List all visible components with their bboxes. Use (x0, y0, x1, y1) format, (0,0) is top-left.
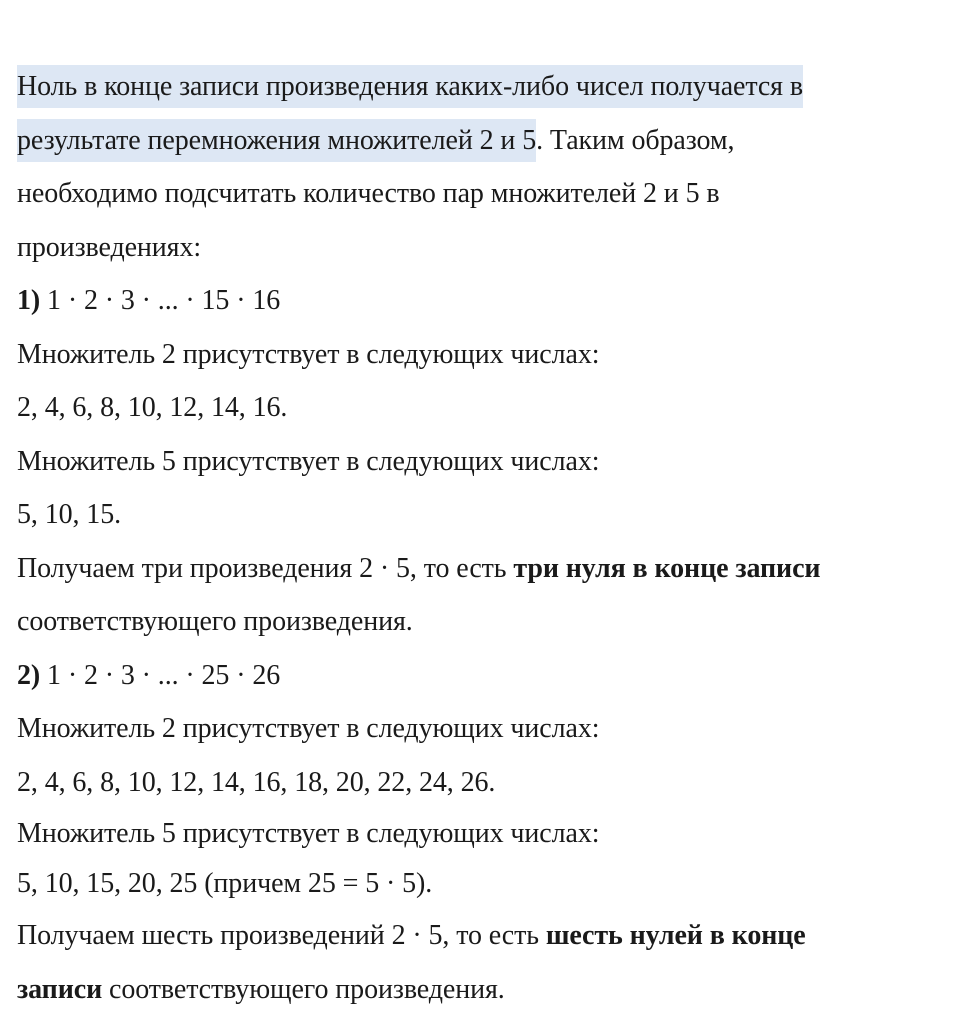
part1-result (17, 542, 947, 596)
part1-result-bold: три нуля в конце записи (513, 552, 821, 584)
part2-number: 2) (17, 659, 41, 691)
part1-result-suffix: соответствующего произведения. (17, 606, 413, 637)
part2-factor2-list: 2, 4, 6, 8, 10, 12, 14, 16, 18, 20, 22, 24, 26. (17, 766, 496, 798)
part2-result-suffix: соответствующего произведения. (102, 973, 505, 1005)
intro-line-4: произведениях: (17, 231, 202, 263)
intro-line-1 (17, 60, 947, 114)
part2-expression: 1 · 2 · 3 · ... · 25 · 26 (40, 659, 281, 691)
part1-factor2-text: Множитель 2 присутствует в следующих числах: (17, 338, 600, 370)
intro-line-3: необходимо подсчитать количество пар множителей 2 и 5 в (17, 178, 720, 209)
part1-number: 1) (17, 285, 41, 316)
part2-result-bold-1: шесть нулей в конце (545, 920, 806, 951)
intro-text: . Таким образом, (536, 124, 735, 156)
selected-text-highlight[interactable]: результате перемножения множителей 2 и 5 (17, 119, 536, 162)
part2-heading (17, 649, 947, 703)
part1-factor5-list: 5, 10, 15. (17, 499, 122, 530)
part2-factor5-text: Множитель 5 присутствует в следующих числах: (17, 818, 600, 849)
part2-result-bold-2: записи (17, 973, 103, 1005)
selected-text-highlight[interactable]: Ноль в конце записи произведения каких-либо чисел получается в (17, 65, 803, 108)
part2-result-prefix: Получаем шесть произведений 2 · 5, то есть (17, 920, 546, 951)
intro-line-2 (17, 114, 947, 168)
part1-result-prefix: Получаем три произведения 2 · 5, то есть (17, 552, 514, 584)
part2-factor2-text: Множитель 2 присутствует в следующих числах: (17, 713, 600, 744)
part1-heading (17, 274, 947, 328)
part2-factor5-list: 5, 10, 15, 20, 25 (причем 25 = 5 · 5). (17, 868, 433, 899)
part2-result-end (17, 963, 947, 1016)
document-body (17, 60, 947, 1016)
part1-factor5-text: Множитель 5 присутствует в следующих числах: (17, 445, 600, 477)
part2-result (17, 909, 947, 963)
part1-factor2-list: 2, 4, 6, 8, 10, 12, 14, 16. (17, 392, 288, 423)
part1-expression: 1 · 2 · 3 · ... · 15 · 16 (40, 285, 281, 316)
